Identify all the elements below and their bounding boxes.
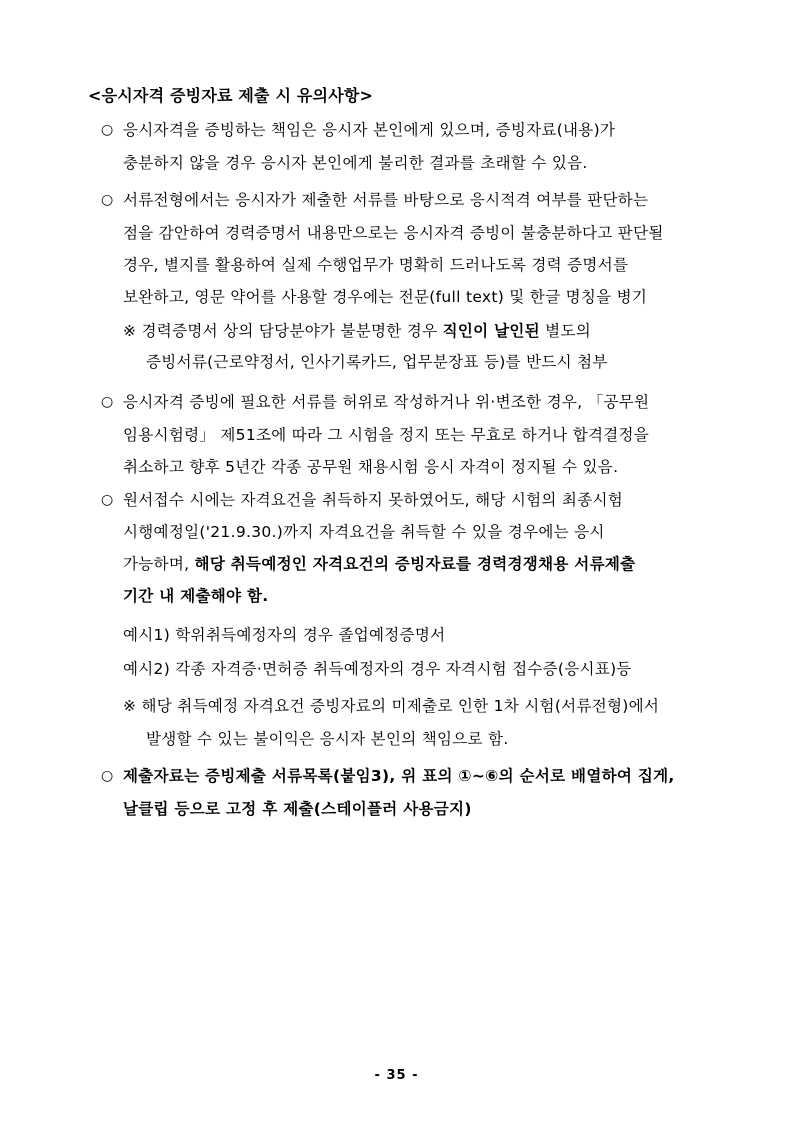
s3-line-1: 응시자격 증빙에 필요한 서류를 허위로 작성하거나 위·변조한 경우, 「공무원 bbox=[123, 393, 650, 411]
s5-line-1: 제출자료는 증빙제출 서류목록(붙임3), 위 표의 ①~⑥의 순서로 배열하여 집게, bbox=[123, 767, 675, 785]
page-number: - 35 - bbox=[374, 1068, 419, 1083]
s2-line-1: 서류전형에서는 응시자가 제출한 서류를 바탕으로 응시적격 여부를 판단하는 bbox=[123, 191, 649, 209]
s4-line-4-emphasis: 기간 내 제출해야 함. bbox=[123, 587, 269, 605]
s4-example-2: 예시2) 각종 자격증·면허증 취득예정자의 경우 자격시험 접수증(응시표)등 bbox=[123, 660, 632, 678]
note-mark-icon: ※ bbox=[123, 697, 137, 715]
bullet-icon: ○ bbox=[101, 192, 114, 208]
s4-note-text: 해당 취득예정 자격요건 증빙자료의 미제출로 인한 1차 시험(서류전형)에서 bbox=[141, 697, 660, 715]
s1-line-1: 응시자격을 증빙하는 책임은 응시자 본인에게 있으며, 증빙자료(내용)가 bbox=[123, 121, 616, 139]
s2-note-text-a: 경력증명서 상의 담당분야가 불분명한 경우 bbox=[141, 322, 443, 340]
s4-example-1: 예시1) 학위취득예정자의 경우 졸업예정증명서 bbox=[123, 626, 446, 644]
bullet-icon: ○ bbox=[101, 122, 114, 138]
s4-line-1: 원서접수 시에는 자격요건을 취득하지 못하였어도, 해당 시험의 최종시험 bbox=[123, 491, 624, 509]
bullet-icon: ○ bbox=[101, 492, 114, 508]
s2-note-text-b: 별도의 bbox=[539, 322, 591, 340]
s4-line-3-emphasis: 해당 취득예정인 자격요건의 증빙자료를 경력경쟁채용 서류제출 bbox=[194, 555, 636, 573]
s4-line-2: 시행예정일('21.9.30.)까지 자격요건을 취득할 수 있을 경우에는 응시 bbox=[123, 523, 605, 541]
s2-line-2: 점을 감안하여 경력증명서 내용만으로는 응시자격 증빙이 불충분하다고 판단될 bbox=[123, 224, 664, 242]
s4-line-3 bbox=[123, 554, 635, 574]
s2-note-emphasis: 직인이 날인된 bbox=[442, 322, 540, 340]
s4-line-3-text: 가능하며, bbox=[123, 555, 195, 573]
section-heading: <응시자격 증빙자료 제출 시 유의사항> bbox=[88, 86, 374, 105]
s4-note-line-2: 발생할 수 있는 불이익은 응시자 본인의 책임으로 함. bbox=[146, 730, 509, 748]
note-mark-icon: ※ bbox=[123, 322, 137, 340]
s1-line-2: 충분하지 않을 경우 응시자 본인에게 불리한 결과를 초래할 수 있음. bbox=[123, 154, 588, 172]
s5-line-2: 날클립 등으로 고정 후 제출(스테이플러 사용금지) bbox=[123, 800, 472, 818]
bullet-icon: ○ bbox=[101, 394, 114, 410]
s2-line-3: 경우, 별지를 활용하여 실제 수행업무가 명확히 드러나도록 경력 증명서를 bbox=[123, 256, 629, 274]
bullet-icon: ○ bbox=[101, 768, 114, 784]
s2-line-4: 보완하고, 영문 약어를 사용할 경우에는 전문(full text) 및 한글 명칭을 병기 bbox=[123, 288, 648, 306]
s4-note-line-1 bbox=[123, 696, 659, 716]
s3-line-3: 취소하고 향후 5년간 각종 공무원 채용시험 응시 자격이 정지될 수 있음. bbox=[123, 458, 619, 476]
s3-line-2: 임용시험령」 제51조에 따라 그 시험을 정지 또는 무효로 하거나 합격결정을 bbox=[123, 426, 650, 444]
s2-note-line-1 bbox=[123, 321, 591, 341]
s2-note-line-2: 증빙서류(근로약정서, 인사기록카드, 업무분장표 등)를 반드시 첨부 bbox=[146, 353, 608, 371]
